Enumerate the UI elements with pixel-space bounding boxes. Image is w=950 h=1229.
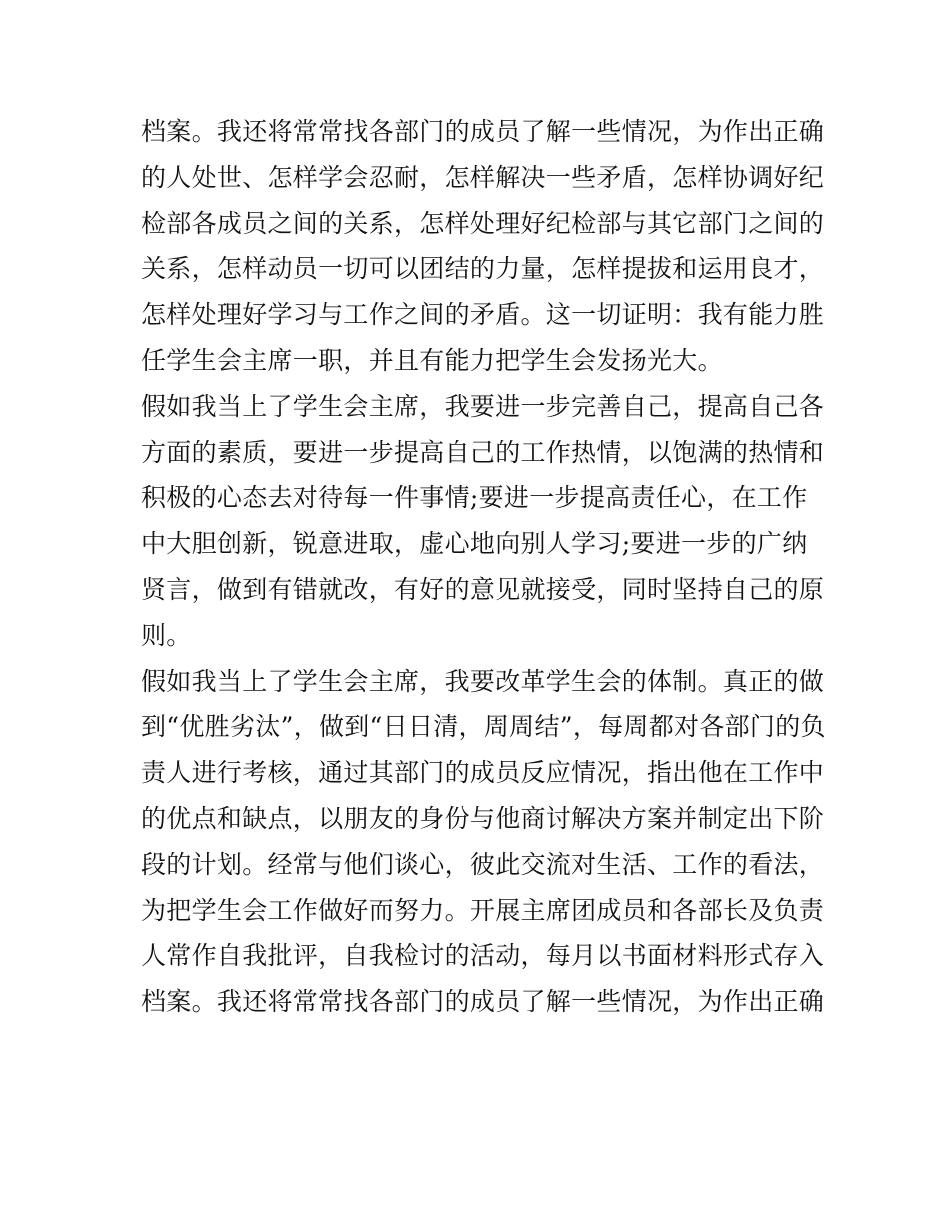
text-line: 到“优胜劣汰”，做到“日日清，周周结”，每周都对各部门的负: [141, 712, 826, 742]
text-line: 怎样处理好学习与工作之间的矛盾。这一切证明：我有能力胜: [141, 300, 825, 330]
text-line: 人常作自我批评，自我检讨的活动，每月以书面材料形式存入: [141, 941, 825, 971]
text-line: 贤言，做到有错就改，有好的意见就接受，同时坚持自己的原: [141, 574, 825, 604]
text-line: 档案。我还将常常找各部门的成员了解一些情况，为作出正确: [141, 987, 825, 1017]
text-line: 段的计划。经常与他们谈心，彼此交流对生活、工作的看法，: [141, 849, 825, 879]
text-line: 责人进行考核，通过其部门的成员反应情况，指出他在工作中: [141, 758, 825, 788]
text-line: 档案。我还将常常找各部门的成员了解一些情况，为作出正确: [141, 117, 825, 146]
text-line: 则。: [141, 620, 192, 650]
text-line: 假如我当上了学生会主席，我要进一步完善自己，提高自己各: [141, 391, 825, 421]
text-line: 关系，怎样动员一切可以团结的力量，怎样提拔和运用良才，: [141, 254, 825, 284]
text-line: 为把学生会工作做好而努力。开展主席团成员和各部长及负责: [141, 895, 825, 925]
document-body: [141, 109, 831, 1025]
text-line: 积极的心态去对待每一件事情;要进一步提高责任心，在工作: [141, 483, 808, 513]
text-line: 方面的素质，要进一步提高自己的工作热情，以饱满的热情和: [141, 437, 825, 467]
text-line: 任学生会主席一职，并且有能力把学生会发扬光大。: [141, 345, 723, 375]
text-line: 的人处世、怎样学会忍耐，怎样解决一些矛盾，怎样协调好纪: [141, 162, 825, 192]
text-line: 假如我当上了学生会主席，我要改革学生会的体制。真正的做: [141, 666, 825, 696]
text-line: 检部各成员之间的关系，怎样处理好纪检部与其它部门之间的: [141, 208, 825, 238]
text-line: 的优点和缺点，以朋友的身份与他商讨解决方案并制定出下阶: [141, 803, 825, 833]
text-line: 中大胆创新，锐意进取，虚心地向别人学习;要进一步的广纳: [141, 529, 808, 559]
